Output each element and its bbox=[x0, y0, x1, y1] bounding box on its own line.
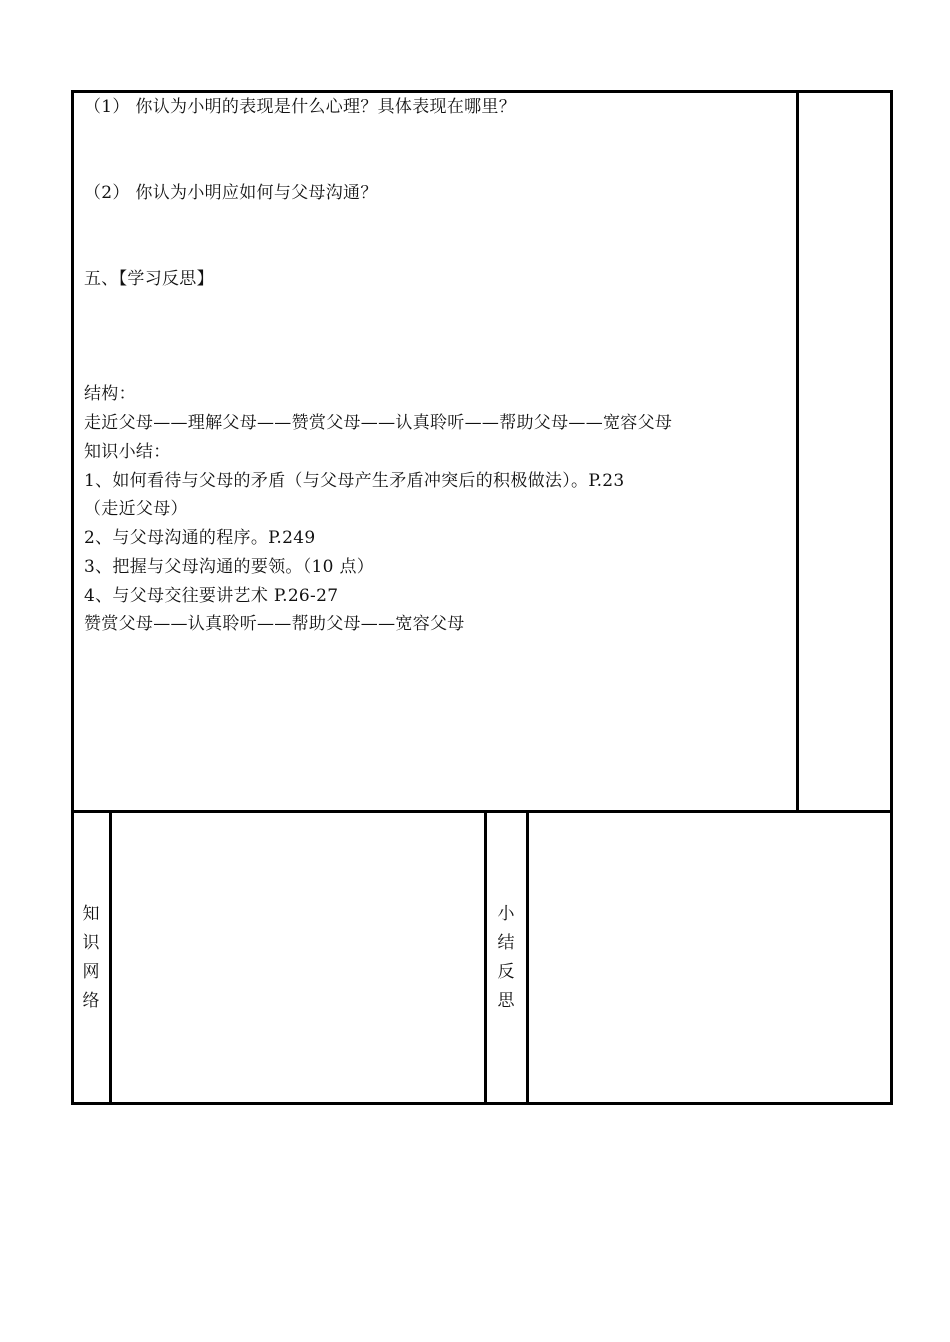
table-left-border bbox=[71, 90, 74, 1105]
question-1: （1） 你认为小明的表现是什么心理？具体表现在哪里？ bbox=[84, 97, 517, 117]
summary-item-4: 4、与父母交往要讲艺术 P.26-27 bbox=[84, 586, 339, 606]
table-right-border bbox=[890, 90, 893, 1105]
summary-label: 知识小结： bbox=[84, 442, 171, 462]
summary-item-3: 3、把握与父母沟通的要领。（10 点） bbox=[84, 557, 375, 577]
summary-item-2: 2、与父母沟通的程序。P.249 bbox=[84, 528, 316, 548]
label-char: 络 bbox=[82, 991, 100, 1011]
section-heading: 五、【学习反思】 bbox=[84, 269, 214, 289]
summary-reflection-label bbox=[494, 900, 518, 1016]
knowledge-network-label bbox=[79, 900, 103, 1016]
label-char: 识 bbox=[82, 933, 100, 953]
summary-item-4-detail: 赞赏父母——认真聆听——帮助父母——宽容父母 bbox=[84, 614, 465, 634]
table-bottom-border bbox=[71, 1102, 893, 1105]
label-char: 结 bbox=[497, 933, 515, 953]
structure-text: 走近父母——理解父母——赞赏父母——认真聆听——帮助父母——宽容父母 bbox=[84, 413, 673, 433]
structure-label: 结构： bbox=[84, 384, 136, 404]
label-char: 网 bbox=[82, 962, 100, 982]
label-char: 反 bbox=[497, 962, 515, 982]
upper-right-cell bbox=[799, 93, 890, 810]
summary-reflection-cell bbox=[529, 813, 890, 1102]
label-char: 小 bbox=[497, 904, 515, 924]
lower-divider-2 bbox=[484, 810, 487, 1105]
label-char: 知 bbox=[82, 904, 100, 924]
summary-item-1: 1、如何看待与父母的矛盾（与父母产生矛盾冲突后的积极做法）。P.23 bbox=[84, 471, 625, 491]
knowledge-network-cell bbox=[112, 813, 484, 1102]
label-char: 思 bbox=[497, 991, 515, 1011]
table-top-border bbox=[71, 90, 893, 93]
question-2: （2） 你认为小明应如何与父母沟通？ bbox=[84, 183, 378, 203]
summary-item-1-continued: （走近父母） bbox=[84, 499, 188, 519]
